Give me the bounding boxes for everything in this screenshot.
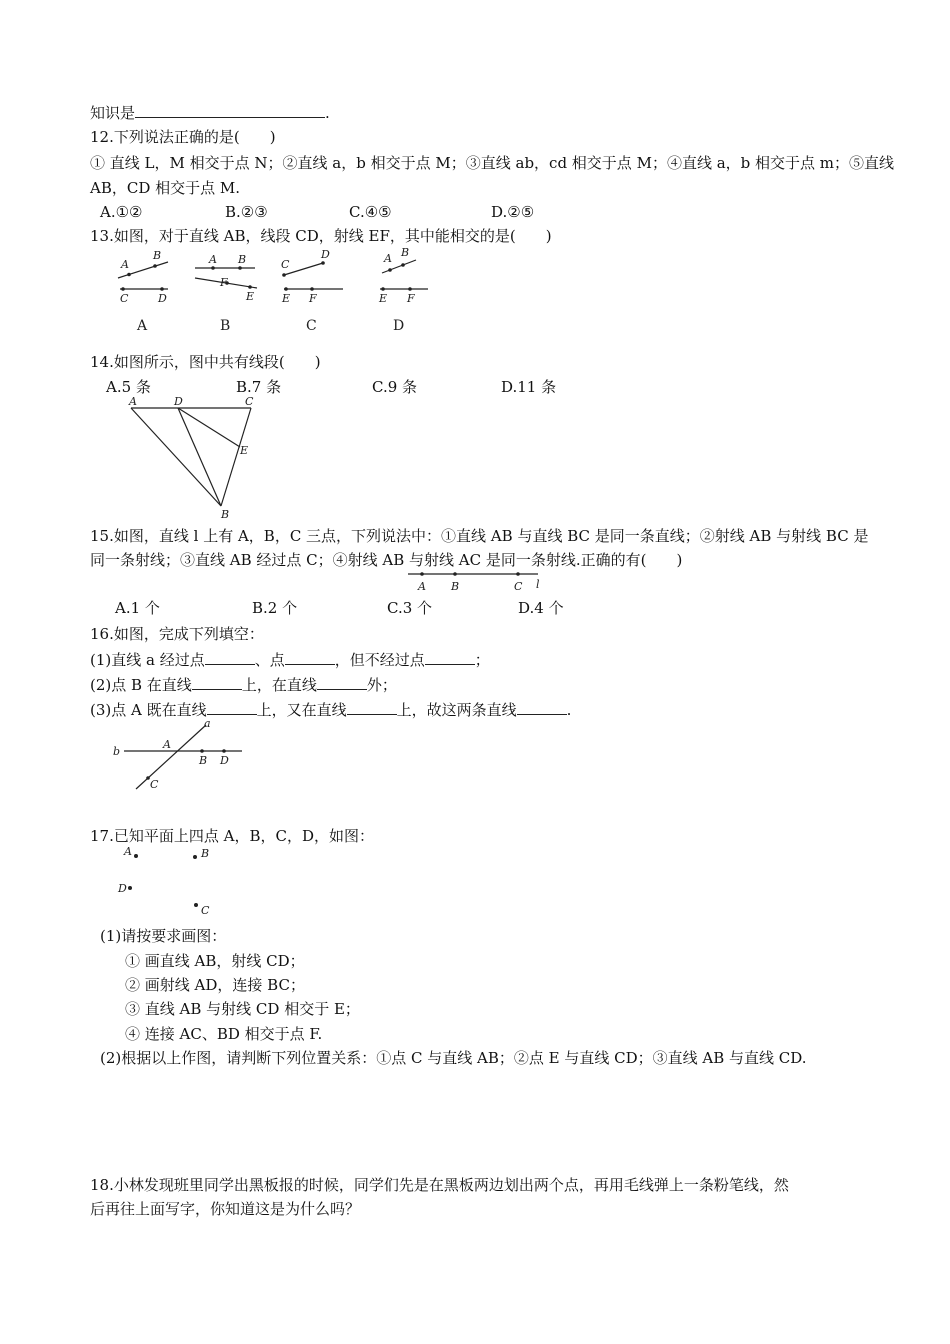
- q15-label-a: A: [418, 580, 426, 593]
- q15-line1: 15.如图，直线 l 上有 A，B，C 三点，下列说法中：①直线 AB 与直线 BC 是同一条直线；②射线 AB 与射线 BC 是: [90, 527, 869, 545]
- q12-option-b[interactable]: B.②③: [225, 203, 268, 221]
- q12-option-c[interactable]: C.④⑤: [349, 203, 392, 221]
- q17-part1: (1)请按要求画图：: [100, 927, 227, 945]
- fig-c-label-f: F: [309, 292, 317, 305]
- point-c: [194, 903, 198, 907]
- q16-sub2: (2)点 B 在直线 上，在直线 外；: [90, 676, 397, 694]
- q17-part2: (2)根据以上作图，请判断下列位置关系：①点 C 与直线 AB；②点 E 与直线 CD；③直线 AB 与直线 CD.: [100, 1049, 807, 1067]
- q16-stem: 16.如图，完成下列填空：: [90, 625, 264, 643]
- q12-option-a[interactable]: A.①②: [100, 203, 143, 221]
- answer-blank[interactable]: [317, 675, 367, 690]
- answer-blank[interactable]: [135, 103, 325, 118]
- q16-label-a: A: [163, 738, 171, 751]
- q13-caption-a: A: [137, 318, 148, 334]
- q14-option-a[interactable]: A.5 条: [106, 378, 151, 396]
- q12-stem: 12.下列说法正确的是( ): [90, 128, 276, 146]
- point-a: [134, 854, 138, 858]
- q14-label-c: C: [245, 395, 254, 408]
- q15-option-b[interactable]: B.2 个: [252, 599, 298, 617]
- q14-option-d[interactable]: D.11 条: [501, 378, 557, 396]
- fig-a-label-a: A: [121, 258, 129, 271]
- answer-blank[interactable]: [517, 700, 567, 715]
- q12-line1: ① 直线 L，M 相交于点 N；②直线 a，b 相交于点 M；③直线 ab，cd 相交于点 M；④直线 a，b 相交于点 m；⑤直线: [90, 154, 895, 172]
- fig-b-label-e: E: [246, 290, 255, 303]
- q17-stem: 17.已知平面上四点 A，B，C，D，如图：: [90, 827, 374, 845]
- q15-label-b: B: [451, 580, 460, 593]
- q16-label-line-b: b: [113, 745, 121, 758]
- q11-line: 知识是 .: [90, 104, 330, 122]
- q15-option-d[interactable]: D.4 个: [518, 599, 564, 617]
- answer-blank[interactable]: [425, 650, 475, 665]
- q14-label-e: E: [240, 444, 249, 457]
- q17-figure: [110, 843, 230, 923]
- q16-label-d: D: [220, 754, 229, 767]
- q15-figure: [405, 566, 555, 596]
- q13-fig-c: [282, 261, 343, 291]
- q16-label-line-a: a: [204, 717, 211, 730]
- q14-label-b: B: [221, 508, 230, 521]
- fig-c-label-d: D: [321, 248, 330, 261]
- q17-label-a: A: [124, 845, 132, 858]
- q17-label-c: C: [201, 904, 210, 917]
- fig-a-label-c: C: [120, 292, 129, 305]
- q13-caption-c: C: [306, 318, 317, 334]
- q13-caption-d: D: [393, 318, 405, 334]
- answer-blank[interactable]: [192, 675, 242, 690]
- q15-line2: 同一条射线；③直线 AB 经过点 C；④射线 AB 与射线 AC 是同一条射线.正确的有( ): [90, 551, 683, 569]
- q17-label-d: D: [118, 882, 127, 895]
- line-a: [136, 725, 206, 789]
- q14-stem: 14.如图所示，图中共有线段( ): [90, 353, 321, 371]
- q18-line2: 后再往上面写字，你知道这是为什么吗？: [90, 1200, 361, 1218]
- q16-label-c: C: [150, 778, 159, 791]
- q18-line1: 18.小林发现班里同学出黑板报的时候，同学们先是在黑板两边划出两个点，再用毛线弹上一条粉笔线，然: [90, 1176, 789, 1194]
- q17-step-3: ③ 直线 AB 与射线 CD 相交于 E；: [125, 1000, 360, 1018]
- fig-c-label-e: E: [282, 292, 291, 305]
- fig-b-label-a: A: [209, 253, 217, 266]
- q15-option-a[interactable]: A.1 个: [115, 599, 160, 617]
- q17-label-b: B: [201, 847, 210, 860]
- q15-option-c[interactable]: C.3 个: [387, 599, 433, 617]
- q16-sub3: (3)点 A 既在直线 上，又在直线 上，故这两条直线 .: [90, 701, 572, 719]
- q14-option-c[interactable]: C.9 条: [372, 378, 418, 396]
- q17-step-4: ④ 连接 AC、BD 相交于点 F.: [125, 1025, 323, 1043]
- q17-step-2: ② 画射线 AD，连接 BC；: [125, 976, 305, 994]
- q12-option-d[interactable]: D.②⑤: [491, 203, 535, 221]
- fig-d-label-e: E: [379, 292, 388, 305]
- fig-b-label-f: F: [220, 276, 228, 289]
- q14-label-d: D: [174, 395, 183, 408]
- point-b: [193, 855, 197, 859]
- q14-label-a: A: [129, 395, 137, 408]
- q12-line2: AB，CD 相交于点 M.: [90, 179, 241, 197]
- q16-sub1: (1)直线 a 经过点 、点 ，但不经过点 ；: [90, 651, 490, 669]
- answer-blank[interactable]: [285, 650, 335, 665]
- q13-caption-b: B: [220, 318, 231, 334]
- q15-label-l: l: [536, 578, 540, 591]
- q17-step-1: ① 画直线 AB，射线 CD；: [125, 952, 305, 970]
- answer-blank[interactable]: [207, 700, 257, 715]
- q15-label-c: C: [514, 580, 523, 593]
- fig-d-label-a: A: [384, 252, 392, 265]
- fig-d-label-f: F: [407, 292, 415, 305]
- fig-d-label-b: B: [401, 246, 410, 259]
- segment-cb: [221, 408, 251, 506]
- q16-label-b: B: [199, 754, 208, 767]
- answer-blank[interactable]: [205, 650, 255, 665]
- segment-de: [178, 408, 240, 447]
- point-d: [128, 886, 132, 890]
- fig-a-label-d: D: [158, 292, 167, 305]
- segment-ab: [131, 408, 221, 506]
- q13-figures: [100, 246, 445, 336]
- fig-c-label-c: C: [281, 258, 290, 271]
- q14-figure: [125, 394, 265, 519]
- q14-option-b[interactable]: B.7 条: [236, 378, 282, 396]
- segment-db: [178, 408, 221, 506]
- fig-b-label-b: B: [238, 253, 247, 266]
- fig-a-label-b: B: [153, 249, 162, 262]
- q16-figure: [110, 717, 250, 795]
- answer-blank[interactable]: [347, 700, 397, 715]
- q13-stem: 13.如图，对于直线 AB，线段 CD，射线 EF，其中能相交的是( ): [90, 227, 552, 245]
